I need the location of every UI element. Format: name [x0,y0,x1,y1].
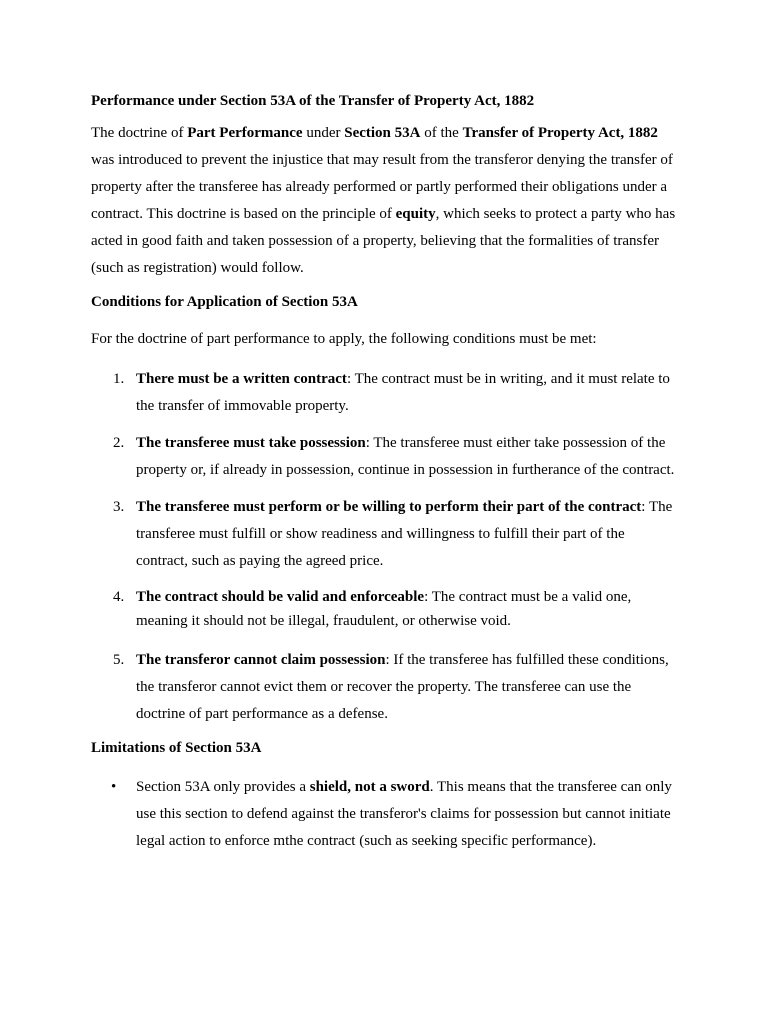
condition-item-3 [91,494,678,575]
condition-item-5 [91,647,678,728]
conditions-list [91,366,678,728]
condition-title: The transferee must perform or be willing to perform their part of the contract [136,499,642,515]
intro-paragraph [91,120,678,282]
intro-text-5: , which seeks to protect a party who has acted in good faith and taken possession of a property, believing that the formalities of transfer (such as registration) would follow. [91,206,676,276]
list-number: 3. [113,499,125,515]
condition-item-1 [91,366,678,420]
intro-bold-section: Section 53A [344,125,421,141]
intro-text-3: of the [420,125,463,141]
intro-bold-act: Transfer of Property Act, 1882 [462,125,658,141]
limitation-text-2: . This means that the transferee can only use this section to defend against the transferor's claims for possession but cannot initiate legal action to enforce mthe contract (such as seeking specific performance). [136,779,672,849]
condition-title: There must be a written contract [136,371,347,387]
condition-text: : The transferee must fulfill or show readiness and willingness to fulfill their part of the contract, such as paying the agreed price. [136,499,673,569]
limitation-text-1: Section 53A only provides a [136,779,310,795]
list-number: 4. [113,589,125,605]
condition-title: The transferee must take possession [136,435,366,451]
condition-title: The contract should be valid and enforceable [136,589,425,605]
limitations-list [91,774,678,855]
limitation-bold: shield, not a sword [309,779,430,795]
condition-item-4 [91,585,678,633]
intro-text-2: under [302,125,345,141]
conditions-lead: For the doctrine of part performance to apply, the following conditions must be met: [91,331,597,347]
limitations-heading: Limitations of Section 53A [91,740,262,756]
document-title: Performance under Section 53A of the Transfer of Property Act, 1882 [91,93,535,109]
list-number: 1. [113,371,125,387]
condition-text: : The contract must be a valid one, meaning it should not be illegal, fraudulent, or otherwise void. [136,589,632,629]
condition-text: : The contract must be in writing, and it must relate to the transfer of immovable property. [136,371,670,414]
condition-item-2 [91,430,678,484]
intro-bold-equity: equity [395,206,436,222]
condition-text: : The transferee must either take possession of the property or, if already in possession, continue in possession in furtherance of the contract. [136,435,675,478]
conditions-heading: Conditions for Application of Section 53A [91,294,358,310]
list-number: 2. [113,435,125,451]
bullet-icon: • [111,779,117,795]
condition-text: : If the transferee has fulfilled these conditions, the transferor cannot evict them or recover the property. The transferee can use the doctrine of part performance as a defense. [136,652,669,722]
intro-text-4: was introduced to prevent the injustice that may result from the transferor denying the transfer of property after the transferee has already performed or partly performed their obligations under a contract. This doctrine is based on the principle of [91,152,673,222]
limitation-item-1 [91,774,678,855]
condition-title: The transferor cannot claim possession [136,652,386,668]
list-number: 5. [113,652,125,668]
intro-bold-part-performance: Part Performance [187,125,303,141]
intro-text-1: The doctrine of [91,125,188,141]
